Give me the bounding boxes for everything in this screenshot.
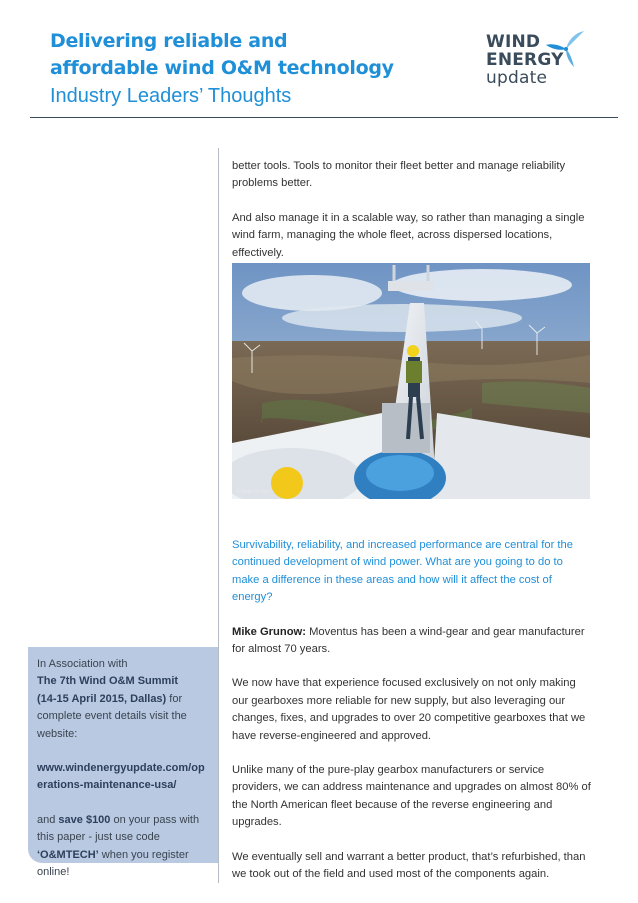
article-intro <box>232 158 592 262</box>
interview-question: Survivability, reliability, and increased performance are central for the continued development of wind power. What are you going to do to make a difference in these areas and how will it affect the cost of energy? <box>232 539 573 604</box>
sidebar-promo <box>37 812 217 882</box>
promo-tail: when you register online! <box>37 848 189 879</box>
article-paragraph: We eventually sell and warrant a better product, that’s refurbished, than we took out of the field and used most of the components again. <box>232 850 586 881</box>
promo-code: ‘O&MTECH’ <box>37 848 99 861</box>
wind-turbine-photo <box>232 263 590 499</box>
article-paragraph: And also manage it in a scalable way, so rather than managing a single wind farm, managing the whole fleet, across dispersed locations, effectively. <box>232 211 585 259</box>
title-line-1: Delivering reliable and <box>50 30 288 52</box>
speaker-name: Mike Grunow: <box>232 625 306 638</box>
page-subtitle: Industry Leaders’ Thoughts <box>50 85 292 107</box>
article-paragraph: better tools. Tools to monitor their fleet better and manage reliability problems better. <box>232 160 566 190</box>
title-line-2: affordable wind O&M technology <box>50 57 394 79</box>
event-name: The 7th Wind O&M Summit <box>37 675 179 688</box>
event-website-link[interactable]: www.windenergyupdate.com/operations-maintenance-usa/ <box>37 762 205 792</box>
sidebar-event <box>37 673 217 743</box>
logo-text-wind: WIND <box>486 32 541 52</box>
logo-text-energy: ENERGY <box>486 50 564 70</box>
article-interview <box>232 537 592 884</box>
wind-energy-update-logo <box>486 33 596 93</box>
interview-answer <box>232 624 592 659</box>
wind-turbine-icon <box>544 29 588 69</box>
promo-mid: on your pass with this paper - just use code <box>37 813 200 844</box>
promo-pre: and <box>37 813 59 826</box>
article-paragraph: Unlike many of the pure-play gearbox manufacturers or service providers, we can address maintenance and upgrades on almost 80% of the North American fleet because of the reverse engineering and upgrades. <box>232 764 591 829</box>
page-title <box>50 28 394 82</box>
photo-credit: © Getty Images <box>236 489 271 495</box>
column-divider <box>218 148 219 883</box>
logo-text-update: update <box>486 68 548 88</box>
event-sidebar-text <box>37 656 217 881</box>
sidebar-intro: In Association with <box>37 658 128 670</box>
event-tail: for complete event details visit the website: <box>37 692 187 740</box>
event-dates: (14-15 April 2015, Dallas) <box>37 692 167 705</box>
promo-saving: save $100 <box>58 813 111 826</box>
header-divider <box>30 117 618 118</box>
answer-text: Moventus has been a wind-gear and gear manufacturer for almost 70 years. <box>232 625 585 656</box>
article-paragraph: We now have that experience focused exclusively on not only making our gearboxes more reliable for new supply, but also leveraging our changes, fixes, and upgrades to over 20 competitive gearboxes that we have reverse-engineered and approved. <box>232 677 586 742</box>
